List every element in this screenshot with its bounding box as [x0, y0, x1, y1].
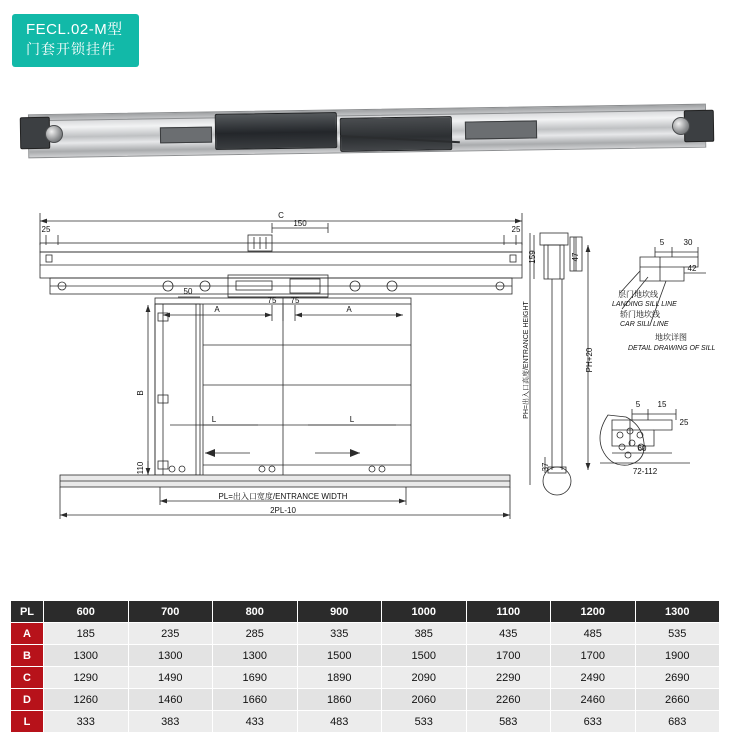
table-header-600: 600 [44, 601, 129, 623]
technical-drawing [0, 185, 729, 580]
table-header-row [11, 601, 720, 623]
specification-table [10, 600, 720, 733]
cell-l-5: 583 [466, 711, 551, 733]
cell-l-4: 533 [382, 711, 467, 733]
dim-47-label: 47 [571, 252, 580, 262]
dim-75-right-label: 75 [290, 296, 300, 305]
dim-75-left-label: 75 [267, 296, 277, 305]
row-label-d: D [11, 689, 44, 711]
sill-detail-cn: 地坎详图 [655, 333, 687, 342]
pulley-right [672, 117, 690, 135]
cell-b-4: 1500 [382, 645, 467, 667]
sill-dim-42-label: 42 [687, 264, 697, 273]
dim-110-label: 110 [136, 461, 145, 475]
cell-a-2: 285 [213, 623, 298, 645]
landing-sill-line-en: LANDING SILL LINE [612, 301, 677, 308]
sill-dim-30-label: 30 [683, 238, 693, 247]
cell-l-6: 633 [551, 711, 636, 733]
cell-b-7: 1900 [635, 645, 720, 667]
title-line-1: FECL.02-M型 [26, 21, 123, 38]
cell-a-5: 435 [466, 623, 551, 645]
dim-37-label: 37 [541, 462, 550, 472]
title-badge [12, 14, 139, 67]
cell-c-6: 2490 [551, 667, 636, 689]
entrance-width-label: PL=出入口宽度/ENTRANCE WIDTH [218, 492, 348, 501]
cell-a-0: 185 [44, 623, 129, 645]
table-row [11, 689, 720, 711]
cell-a-1: 235 [128, 623, 213, 645]
cell-c-1: 1490 [128, 667, 213, 689]
cell-l-1: 383 [128, 711, 213, 733]
cell-a-7: 535 [635, 623, 720, 645]
pulley-left [45, 125, 63, 143]
cell-c-3: 1890 [297, 667, 382, 689]
cell-c-4: 2090 [382, 667, 467, 689]
cell-b-2: 1300 [213, 645, 298, 667]
row-label-l: L [11, 711, 44, 733]
cell-l-3: 483 [297, 711, 382, 733]
cell-d-4: 2060 [382, 689, 467, 711]
cell-b-0: 1300 [44, 645, 129, 667]
table-header-800: 800 [213, 601, 298, 623]
dim-l-left-label: L [211, 415, 217, 424]
car-sill-line-cn: 轿门地坎线 [620, 310, 660, 319]
dim-a-left-label: A [214, 305, 220, 314]
cell-c-0: 1290 [44, 667, 129, 689]
dim-25-left-label: 25 [41, 225, 51, 234]
cell-d-0: 1260 [44, 689, 129, 711]
dim-150-label: 150 [293, 219, 307, 228]
cell-l-2: 433 [213, 711, 298, 733]
hanger-bracket-1 [465, 120, 537, 139]
cell-d-2: 1660 [213, 689, 298, 711]
table-header-pl: PL [11, 601, 44, 623]
dim-50-label: 50 [183, 287, 193, 296]
table-header-900: 900 [297, 601, 382, 623]
table-header-700: 700 [128, 601, 213, 623]
cell-a-4: 385 [382, 623, 467, 645]
sill-dim-5-label: 5 [659, 238, 665, 247]
cell-l-0: 333 [44, 711, 129, 733]
dim-l-right-label: L [349, 415, 355, 424]
cell-a-6: 485 [551, 623, 636, 645]
cell-d-3: 1860 [297, 689, 382, 711]
ph20-label: PH+20 [585, 347, 594, 373]
cell-c-7: 2690 [635, 667, 720, 689]
cell-d-7: 2660 [635, 689, 720, 711]
table-row [11, 623, 720, 645]
dim-c-label: C [278, 211, 284, 220]
bracket-dim-60-label: 60 [637, 444, 647, 453]
motor-unit [215, 112, 338, 150]
sill-detail-en: DETAIL DRAWING OF SILL [628, 345, 716, 352]
cell-b-1: 1300 [128, 645, 213, 667]
cell-b-6: 1700 [551, 645, 636, 667]
landing-sill-line-cn: 层门地坎线 [618, 290, 658, 299]
bracket-dim-5-label: 5 [635, 400, 641, 409]
table-header-1100: 1100 [466, 601, 551, 623]
cell-a-3: 335 [297, 623, 382, 645]
entrance-height-label: PH=出入口高度/ENTRANCE HEIGHT [523, 301, 530, 419]
cell-l-7: 683 [635, 711, 720, 733]
pl-dimension-table [10, 600, 720, 733]
hanger-bracket-2 [160, 127, 212, 144]
table-row [11, 711, 720, 733]
dim-159-label: 159 [528, 250, 537, 264]
row-label-c: C [11, 667, 44, 689]
controller-unit [340, 116, 453, 152]
car-sill-line-en: CAR SILL LINE [620, 321, 669, 328]
cell-b-5: 1700 [466, 645, 551, 667]
table-header-1000: 1000 [382, 601, 467, 623]
row-label-b: B [11, 645, 44, 667]
cell-c-2: 1690 [213, 667, 298, 689]
dim-25-right-label: 25 [511, 225, 521, 234]
cell-d-6: 2460 [551, 689, 636, 711]
dim-a-right-label: A [346, 305, 352, 314]
table-header-1300: 1300 [635, 601, 720, 623]
title-line-2: 门套开锁挂件 [26, 41, 116, 58]
table-row [11, 667, 720, 689]
cell-d-5: 2260 [466, 689, 551, 711]
dim-b-label: B [136, 390, 145, 396]
bracket-dim-25-label: 25 [679, 418, 689, 427]
drawing-svg [0, 185, 729, 580]
row-label-a: A [11, 623, 44, 645]
cell-b-3: 1500 [297, 645, 382, 667]
cell-d-1: 1460 [128, 689, 213, 711]
table-row [11, 645, 720, 667]
cell-c-5: 2290 [466, 667, 551, 689]
door-operator-assembly-photo [10, 105, 720, 167]
bracket-dim-15-label: 15 [657, 400, 667, 409]
table-header-1200: 1200 [551, 601, 636, 623]
two-pl-10-label: 2PL-10 [270, 506, 296, 515]
bracket-dim-72-112-label: 72-112 [632, 467, 658, 476]
